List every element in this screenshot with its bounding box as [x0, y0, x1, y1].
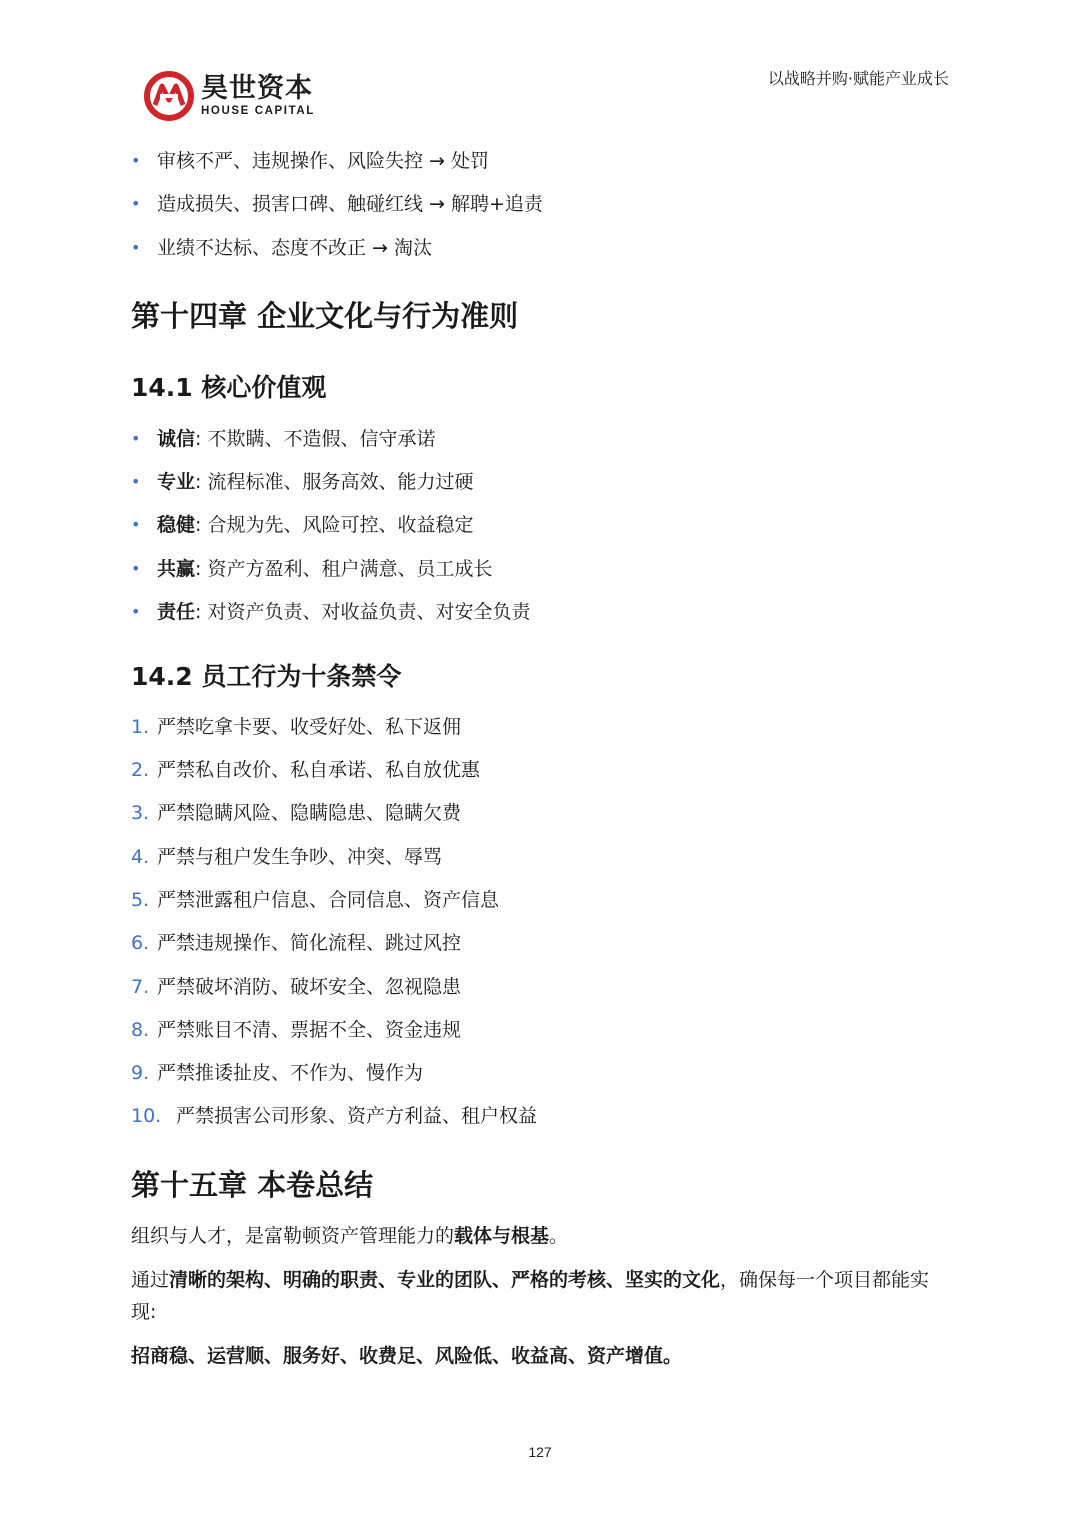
bullet-icon: • [131, 151, 141, 170]
value-description: : 流程标准、服务高效、能力过硬 [195, 471, 474, 493]
house-capital-logo-icon [143, 70, 195, 122]
chapter-heading: 第十五章 本卷总结 [131, 1168, 374, 1202]
bullet-icon: • [131, 472, 141, 491]
item-text: 严禁破坏消防、破坏安全、忽视隐患 [157, 976, 462, 998]
value-description: : 资产方盈利、租户满意、员工成长 [195, 558, 493, 580]
summary-paragraph: 组织与人才，是富勒顿资产管理能力的载体与根基。 [131, 1225, 569, 1247]
item-number: 9. [131, 1062, 150, 1084]
item-text: 严禁私自改价、私自承诺、私自放优惠 [157, 759, 481, 781]
item-number: 1. [131, 716, 150, 738]
bullet-icon: • [131, 238, 141, 257]
value-description: : 合规为先、风险可控、收益稳定 [195, 514, 474, 536]
bullet-icon: • [131, 194, 141, 213]
item-text: 严禁隐瞒风险、隐瞒隐患、隐瞒欠费 [157, 802, 462, 824]
value-term: 稳健 [157, 514, 196, 536]
item-text: 严禁泄露租户信息、合同信息、资产信息 [157, 889, 500, 911]
bullet-icon: • [131, 429, 141, 448]
value-term: 专业 [157, 471, 196, 493]
item-number: 6. [131, 932, 150, 954]
item-number: 10. [131, 1105, 162, 1127]
value-description: : 不欺瞒、不造假、信守承诺 [195, 428, 436, 450]
bullet-icon: • [131, 602, 141, 621]
chapter-heading: 第十四章 企业文化与行为准则 [131, 299, 519, 333]
item-number: 3. [131, 802, 150, 824]
item-text: 严禁违规操作、简化流程、跳过风控 [157, 932, 462, 954]
section-heading: 14.1 核心价值观 [131, 373, 327, 402]
item-text: 严禁与租户发生争吵、冲突、辱骂 [157, 846, 443, 868]
bullet-icon: • [131, 515, 141, 534]
value-term: 诚信 [157, 428, 196, 450]
list-item-text: 业绩不达标、态度不改正 → 淘汰 [157, 237, 432, 259]
emphasis-text: 载体与根基 [454, 1225, 550, 1247]
list-item-text: 审核不严、违规操作、风险失控 → 处罚 [157, 150, 489, 172]
value-term: 责任 [157, 601, 196, 623]
section-heading: 14.2 员工行为十条禁令 [131, 662, 402, 691]
logo-chinese-name: 昊世资本 [201, 73, 313, 104]
item-text: 严禁账目不清、票据不全、资金违规 [157, 1019, 462, 1041]
item-text: 严禁吃拿卡要、收受好处、私下返佣 [157, 716, 462, 738]
item-number: 7. [131, 976, 150, 998]
value-term: 共赢 [157, 558, 196, 580]
bullet-icon: • [131, 559, 141, 578]
list-item-text: 造成损失、损害口碑、触碰红线 → 解聘+追责 [157, 193, 543, 215]
logo-english-name: HOUSE CAPITAL [201, 105, 315, 117]
item-number: 4. [131, 846, 150, 868]
item-text: 严禁损害公司形象、资产方利益、租户权益 [176, 1105, 538, 1127]
item-number: 2. [131, 759, 150, 781]
summary-conclusion: 招商稳、运营顺、服务好、收费足、风险低、收益高、资产增值。 [131, 1345, 683, 1367]
header-tagline: 以战略并购·赋能产业成长 [767, 69, 949, 88]
company-logo [143, 70, 315, 122]
item-text: 严禁推诿扯皮、不作为、慢作为 [157, 1062, 424, 1084]
item-number: 5. [131, 889, 150, 911]
item-number: 8. [131, 1019, 150, 1041]
emphasis-text: 清晰的架构、明确的职责、专业的团队、严格的考核、坚实的文化 [169, 1269, 721, 1291]
summary-paragraph: 通过清晰的架构、明确的职责、专业的团队、严格的考核、坚实的文化，确保每一个项目都能实现: [131, 1269, 930, 1323]
value-description: : 对资产负责、对收益负责、对安全负责 [195, 601, 531, 623]
page-number: 127 [528, 1444, 552, 1460]
